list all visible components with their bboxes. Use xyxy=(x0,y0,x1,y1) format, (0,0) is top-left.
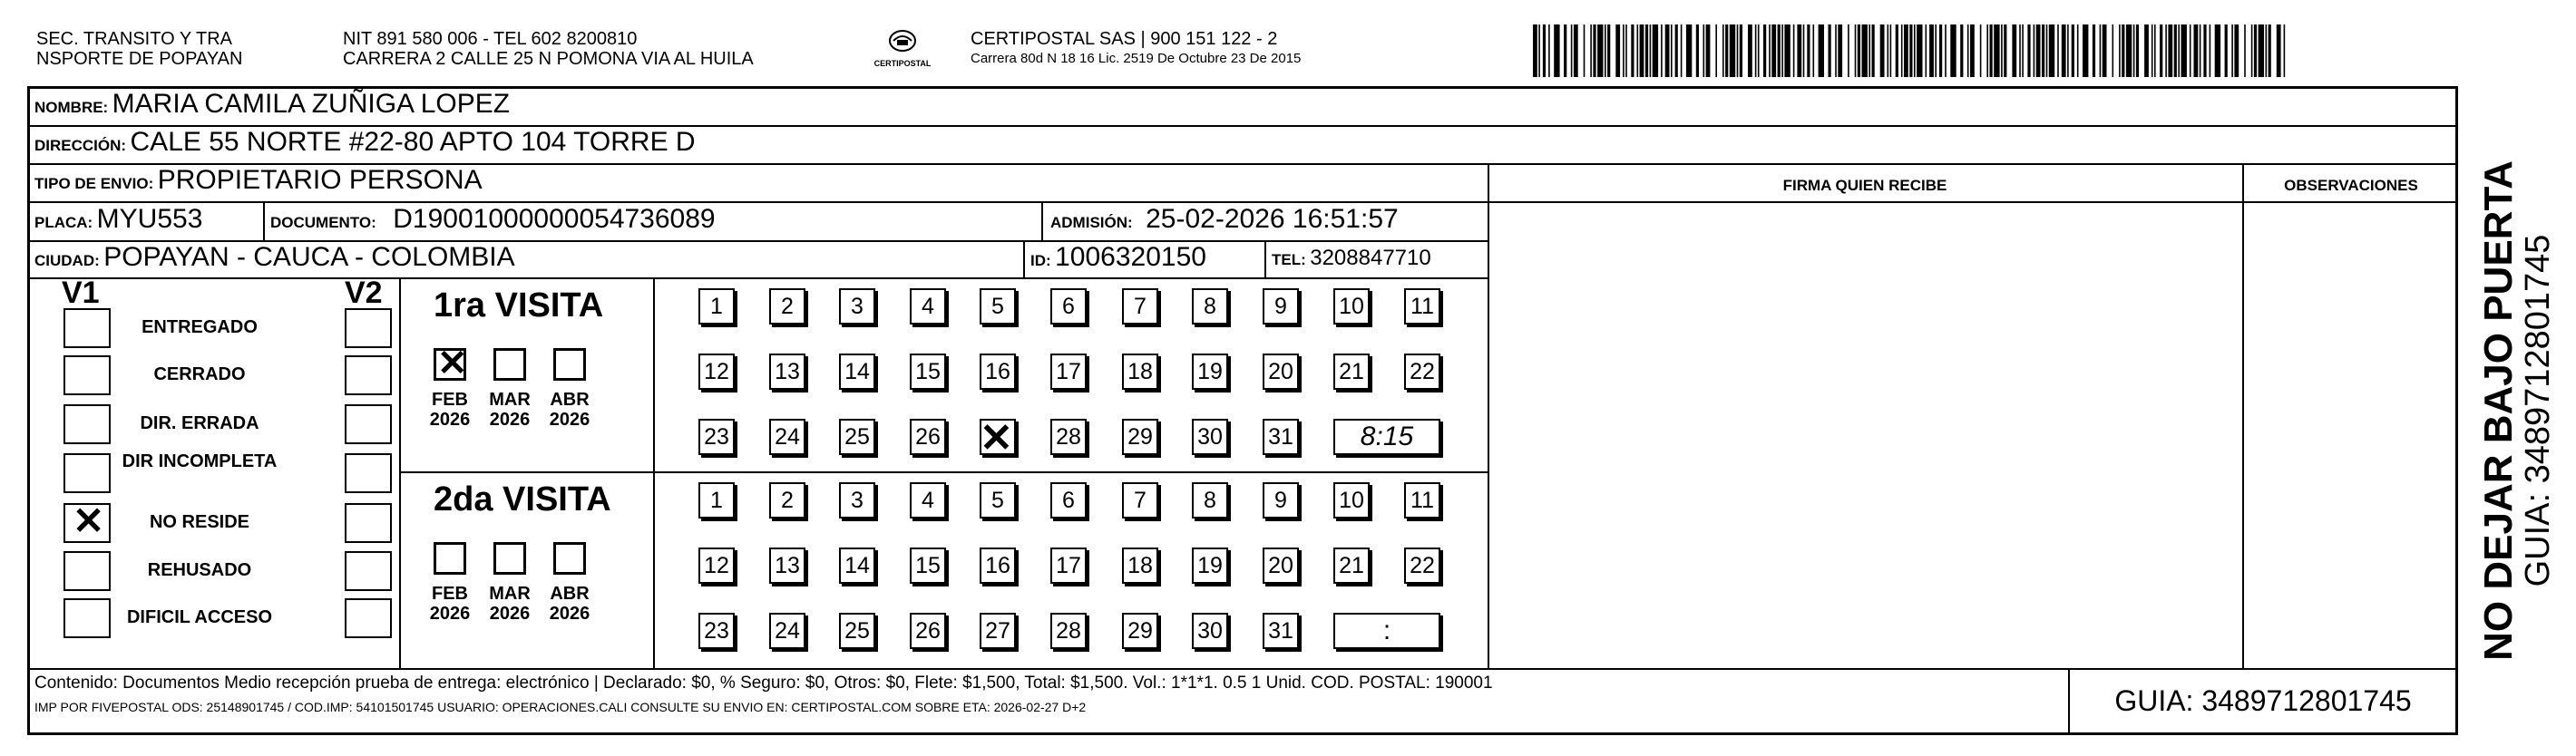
barcode-bar xyxy=(1758,24,1760,77)
day-box[interactable]: 21 xyxy=(1333,548,1370,584)
day-box[interactable]: 13 xyxy=(769,548,805,584)
barcode-bar xyxy=(1625,24,1627,77)
day-box[interactable]: 11 xyxy=(1404,482,1440,519)
barcode-bar xyxy=(1740,24,1742,77)
barcode-bar xyxy=(2168,24,2172,77)
barcode-bar xyxy=(2152,24,2153,77)
month-checkbox[interactable] xyxy=(553,348,586,381)
barcode-bar xyxy=(2113,24,2114,77)
status-label: DIR INCOMPLETA xyxy=(122,451,278,471)
barcode-bar xyxy=(1990,24,1993,77)
col-divider xyxy=(653,277,655,668)
barcode-bar xyxy=(2136,24,2139,77)
barcode-bar xyxy=(2160,24,2162,77)
barcode-bar xyxy=(1917,24,1922,77)
barcode-bar xyxy=(1653,24,1658,77)
day-box[interactable]: 31 xyxy=(1263,419,1299,455)
barcode-bar xyxy=(1748,24,1752,77)
no-dejar-warning: NO DEJAR BAJO PUERTA xyxy=(2476,160,2521,661)
day-box[interactable]: 14 xyxy=(839,354,875,390)
visit-title: 2da VISITA xyxy=(434,480,611,519)
visit-title: 1ra VISITA xyxy=(434,286,604,325)
barcode-bar xyxy=(1778,24,1781,77)
checkmark-icon: ✕ xyxy=(980,416,1013,460)
day-box[interactable]: 26 xyxy=(910,613,946,649)
day-box[interactable]: 4 xyxy=(910,288,946,325)
barcode-bar xyxy=(2259,24,2264,77)
day-box[interactable]: 29 xyxy=(1122,419,1158,455)
status-label: ENTREGADO xyxy=(141,317,258,337)
footer-divider xyxy=(27,668,2458,670)
barcode-bar xyxy=(2119,24,2121,77)
barcode-bars xyxy=(1533,24,2286,77)
barcode-bar xyxy=(2178,24,2180,77)
barcode-bar xyxy=(1543,24,1546,77)
time-field[interactable]: 8:15 xyxy=(1333,419,1440,455)
month-label: FEB 2026 xyxy=(429,584,471,624)
footer-contenido: Contenido: Documentos Medio recepción prueba de entrega: electrónico | Declarado: $0, % Seguro: $0, Otros: $0, Flete: $1,500, Total: $1,500. Vol.: 1*1*1. 0.5 1 Unid. COD. POSTAL: 190001 xyxy=(34,674,1493,693)
barcode-bar xyxy=(1986,24,1988,77)
barcode-bar xyxy=(2034,24,2035,77)
barcode-bar xyxy=(2042,24,2044,77)
barcode-bar xyxy=(1926,24,1927,77)
barcode-bar xyxy=(2203,24,2206,77)
barcode-bar xyxy=(2057,24,2059,77)
sender-name: SEC. TRANSITO Y TRA NSPORTE DE POPAYAN xyxy=(36,29,243,69)
day-box[interactable]: 5 xyxy=(980,482,1016,519)
barcode-bar xyxy=(2019,24,2021,77)
barcode-bar xyxy=(1819,24,1824,77)
day-box[interactable]: 8 xyxy=(1192,482,1228,519)
visit-divider xyxy=(399,471,1488,473)
checkmark-icon: ✕ xyxy=(73,499,105,542)
tel-cell: TEL: 3208847710 xyxy=(1272,246,1431,270)
barcode-bar xyxy=(1797,24,1801,77)
barcode-bar xyxy=(1597,24,1603,77)
barcode-bar xyxy=(1935,24,1937,77)
barcode-bar xyxy=(1896,24,1898,77)
v2-header: V2 xyxy=(345,276,383,310)
observaciones-header: OBSERVACIONES xyxy=(2284,177,2418,194)
barcode-bar xyxy=(1686,24,1692,77)
barcode-bar xyxy=(1869,24,1870,77)
barcode xyxy=(1533,24,2286,77)
barcode-bar xyxy=(1574,24,1578,77)
barcode-bar xyxy=(2133,24,2135,77)
barcode-bar xyxy=(2122,24,2124,77)
barcode-bar xyxy=(1858,24,1860,77)
day-box[interactable]: 9 xyxy=(1263,482,1299,519)
barcode-bar xyxy=(1590,24,1592,77)
day-box[interactable]: 25 xyxy=(839,613,875,649)
day-box[interactable]: 22 xyxy=(1404,354,1440,390)
barcode-bar xyxy=(1637,24,1639,77)
barcode-bar xyxy=(2004,24,2006,77)
placa-cell: PLACA: MYU553 xyxy=(34,204,203,234)
day-box[interactable]: 28 xyxy=(1050,613,1087,649)
barcode-bar xyxy=(2269,24,2271,77)
day-box[interactable]: 10 xyxy=(1333,482,1370,519)
barcode-bar xyxy=(1605,24,1606,77)
barcode-bar xyxy=(1571,24,1573,77)
ciudad-cell: CIUDAD: POPAYAN - CAUCA - COLOMBIA xyxy=(34,242,515,272)
col-divider xyxy=(263,201,265,240)
barcode-bar xyxy=(1967,24,1969,77)
barcode-bar xyxy=(1640,24,1644,77)
barcode-bar xyxy=(1533,24,1537,77)
col-divider xyxy=(2242,163,2244,668)
day-box[interactable]: 24 xyxy=(769,613,805,649)
barcode-bar xyxy=(1671,24,1673,77)
barcode-bar xyxy=(1737,24,1739,77)
day-box[interactable]: 30 xyxy=(1192,613,1228,649)
v1-header: V1 xyxy=(62,276,100,310)
barcode-bar xyxy=(1715,24,1717,77)
barcode-bar xyxy=(1994,24,1999,77)
barcode-bar xyxy=(1880,24,1885,77)
col-divider xyxy=(1488,163,1489,668)
day-box[interactable]: 15 xyxy=(910,354,946,390)
month-checkbox[interactable] xyxy=(553,542,586,575)
barcode-bar xyxy=(1914,24,1916,77)
barcode-bar xyxy=(1784,24,1790,77)
barcode-bar xyxy=(2022,24,2024,77)
barcode-bar xyxy=(1781,24,1783,77)
admision-cell: ADMISIÓN: 25-02-2026 16:51:57 xyxy=(1050,204,1399,234)
barcode-bar xyxy=(2231,24,2233,77)
barcode-bar xyxy=(1960,24,1963,77)
barcode-bar xyxy=(1888,24,1889,77)
day-box[interactable]: 18 xyxy=(1122,354,1158,390)
day-box[interactable]: 13 xyxy=(769,354,805,390)
day-box[interactable]: 26 xyxy=(910,419,946,455)
barcode-bar xyxy=(2046,24,2048,77)
barcode-bar xyxy=(2083,24,2088,77)
certipostal-logo: CERTIPOSTAL xyxy=(866,27,939,78)
month-label: FEB 2026 xyxy=(429,390,471,430)
checkmark-icon: ✕ xyxy=(437,344,468,383)
month-label: MAR 2026 xyxy=(489,584,531,624)
day-box[interactable]: 23 xyxy=(698,419,735,455)
col-divider xyxy=(1023,240,1025,277)
day-box[interactable]: 23 xyxy=(698,613,735,649)
day-box[interactable]: 3 xyxy=(839,482,875,519)
day-box[interactable]: 1 xyxy=(698,482,735,519)
nombre-row: NOMBRE: MARIA CAMILA ZUÑIGA LOPEZ xyxy=(34,89,511,119)
time-field[interactable]: : xyxy=(1333,613,1440,649)
day-box[interactable]: 8 xyxy=(1192,288,1228,325)
barcode-bar xyxy=(2093,24,2095,77)
barcode-bar xyxy=(2266,24,2268,77)
barcode-bar xyxy=(1771,24,1776,77)
barcode-bar xyxy=(1909,24,1912,77)
barcode-bar xyxy=(1615,24,1620,77)
barcode-bar xyxy=(1730,24,1735,77)
barcode-bar xyxy=(2049,24,2054,77)
barcode-bar xyxy=(2154,24,2156,77)
barcode-bar xyxy=(1548,24,1550,77)
barcode-bar xyxy=(1813,24,1815,77)
barcode-bar xyxy=(2174,24,2177,77)
barcode-bar xyxy=(2144,24,2149,77)
barcode-bar xyxy=(2036,24,2041,77)
day-box[interactable]: 9 xyxy=(1263,288,1299,325)
barcode-bar xyxy=(2254,24,2257,77)
barcode-bar xyxy=(1623,24,1625,77)
sender-info: NIT 891 580 006 - TEL 602 8200810 CARRERA 2 CALLE 25 N POMONA VIA AL HUILA xyxy=(343,29,754,69)
day-box[interactable]: 14 xyxy=(839,548,875,584)
barcode-bar xyxy=(1650,24,1652,77)
day-box[interactable]: 2 xyxy=(769,288,805,325)
barcode-bar xyxy=(1538,24,1540,77)
day-box[interactable]: 28 xyxy=(1050,419,1087,455)
barcode-bar xyxy=(1829,24,1831,77)
barcode-bar xyxy=(2210,24,2211,77)
barcode-bar xyxy=(1722,24,1724,77)
month-checkbox[interactable] xyxy=(493,542,526,575)
barcode-bar xyxy=(1584,24,1586,77)
barcode-bar xyxy=(2251,24,2253,77)
barcode-bar xyxy=(2244,24,2246,77)
side-label xyxy=(2463,86,2571,735)
barcode-bar xyxy=(1890,24,1892,77)
barcode-bar xyxy=(1793,24,1795,77)
barcode-bar xyxy=(2181,24,2187,77)
day-box[interactable]: 11 xyxy=(1404,288,1440,325)
day-box[interactable]: 2 xyxy=(769,482,805,519)
company-info: CERTIPOSTAL SAS | 900 151 122 - 2 Carrera 80d N 18 16 Lic. 2519 De Octubre 23 De 2015 xyxy=(971,29,1302,66)
day-box[interactable]: 30 xyxy=(1192,419,1228,455)
barcode-bar xyxy=(1763,24,1766,77)
barcode-bar xyxy=(1554,24,1559,77)
barcode-bar xyxy=(1675,24,1678,77)
status-label: DIFICIL ACCESO xyxy=(126,607,272,627)
direccion-row: DIRECCIÓN: CALE 55 NORTE #22-80 APTO 104 TORRE D xyxy=(34,127,696,157)
barcode-bar xyxy=(1645,24,1648,77)
day-box[interactable]: 19 xyxy=(1192,548,1228,584)
month-label: ABR 2026 xyxy=(549,390,590,430)
barcode-bar xyxy=(1803,24,1805,77)
day-box[interactable]: 5 xyxy=(980,288,1016,325)
tipo-envio-row: TIPO DE ENVIO: PROPIETARIO PERSONA xyxy=(34,165,483,195)
barcode-bar xyxy=(1607,24,1610,77)
day-box[interactable]: 20 xyxy=(1263,548,1299,584)
barcode-bar xyxy=(2200,24,2201,77)
month-label: MAR 2026 xyxy=(489,390,531,430)
barcode-bar xyxy=(1593,24,1595,77)
barcode-bar xyxy=(1872,24,1875,77)
row-divider xyxy=(27,201,2458,203)
month-checkbox[interactable] xyxy=(434,344,468,383)
day-box[interactable]: 29 xyxy=(1122,613,1158,649)
day-box[interactable]: 6 xyxy=(1050,482,1087,519)
day-box[interactable]: 10 xyxy=(1333,288,1370,325)
day-box[interactable]: 18 xyxy=(1122,548,1158,584)
barcode-bar xyxy=(2100,24,2102,77)
barcode-bar xyxy=(2277,24,2281,77)
day-box[interactable]: 17 xyxy=(1050,548,1087,584)
direccion-value: CALE 55 NORTE #22-80 APTO 104 TORRE D xyxy=(130,127,696,157)
barcode-bar xyxy=(1706,24,1711,77)
barcode-bar xyxy=(2077,24,2079,77)
barcode-bar xyxy=(2103,24,2107,77)
barcode-bar xyxy=(1681,24,1683,77)
barcode-bar xyxy=(2225,24,2228,77)
barcode-bar xyxy=(2012,24,2016,77)
barcode-bar xyxy=(1696,24,1699,77)
status-label: DIR. ERRADA xyxy=(140,413,259,433)
day-box[interactable]: 4 xyxy=(910,482,946,519)
barcode-bar xyxy=(1929,24,1934,77)
nombre-value: MARIA CAMILA ZUÑIGA LOPEZ xyxy=(112,89,511,119)
status-label: CERRADO xyxy=(153,364,246,384)
day-box[interactable] xyxy=(980,416,1016,460)
day-box[interactable]: 3 xyxy=(839,288,875,325)
barcode-bar xyxy=(1980,24,1982,77)
day-box[interactable]: 31 xyxy=(1263,613,1299,649)
day-box[interactable]: 16 xyxy=(980,354,1016,390)
barcode-bar xyxy=(2165,24,2167,77)
day-box[interactable]: 19 xyxy=(1192,354,1228,390)
day-box[interactable]: 27 xyxy=(980,613,1016,649)
day-box[interactable]: 22 xyxy=(1404,548,1440,584)
day-box[interactable]: 12 xyxy=(698,548,735,584)
barcode-bar xyxy=(1835,24,1837,77)
day-box[interactable]: 6 xyxy=(1050,288,1087,325)
barcode-bar xyxy=(1950,24,1956,77)
barcode-bar xyxy=(2190,24,2191,77)
barcode-bar xyxy=(2126,24,2132,77)
barcode-bar xyxy=(1631,24,1634,77)
col-divider xyxy=(399,277,401,668)
barcode-bar xyxy=(1661,24,1663,77)
barcode-bar xyxy=(1848,24,1849,77)
day-box[interactable]: 7 xyxy=(1122,482,1158,519)
barcode-bar xyxy=(2072,24,2074,77)
barcode-bar xyxy=(1665,24,1670,77)
col-divider xyxy=(1264,240,1266,277)
id-cell: ID: 1006320150 xyxy=(1030,242,1206,272)
footer-imp: IMP POR FIVEPOSTAL ODS: 25148901745 / COD.IMP: 54101501745 USUARIO: OPERACIONES.CALI CONSULTE SU ENVIO EN: CERTIPOSTAL.COM SOBRE ETA: 2026-02-27 D+2 xyxy=(34,700,1087,714)
day-box[interactable]: 16 xyxy=(980,548,1016,584)
barcode-bar xyxy=(2067,24,2069,77)
side-guia: GUIA: 3489712801745 xyxy=(2519,234,2557,587)
barcode-bar xyxy=(1901,24,1903,77)
footer-guia: GUIA: 3489712801745 xyxy=(2114,684,2412,717)
barcode-bar xyxy=(1725,24,1728,77)
barcode-bar xyxy=(2194,24,2199,77)
barcode-bar xyxy=(1769,24,1771,77)
day-box[interactable]: 7 xyxy=(1122,288,1158,325)
documento-cell: DOCUMENTO: D19001000000054736089 xyxy=(270,204,716,234)
barcode-bar xyxy=(2215,24,2220,77)
day-box[interactable]: 24 xyxy=(769,419,805,455)
day-box[interactable]: 17 xyxy=(1050,354,1087,390)
col-divider xyxy=(1041,201,1043,240)
barcode-bar xyxy=(2062,24,2066,77)
barcode-bar xyxy=(2027,24,2030,77)
barcode-bar xyxy=(1564,24,1566,77)
status-label: NO RESIDE xyxy=(149,512,250,532)
barcode-bar xyxy=(1703,24,1705,77)
barcode-bar xyxy=(1970,24,1975,77)
row-divider xyxy=(27,277,1488,279)
barcode-bar xyxy=(2001,24,2003,77)
day-box[interactable]: 15 xyxy=(910,548,946,584)
tipo-envio-value: PROPIETARIO PERSONA xyxy=(157,165,483,195)
barcode-bar xyxy=(1862,24,1868,77)
barcode-bar xyxy=(1904,24,1908,77)
month-checkbox[interactable] xyxy=(493,348,526,381)
status-label: REHUSADO xyxy=(147,560,252,580)
day-box[interactable]: 12 xyxy=(698,354,735,390)
barcode-bar xyxy=(1838,24,1842,77)
barcode-bar xyxy=(1939,24,1942,77)
logo-icon xyxy=(884,27,921,54)
barcode-bar xyxy=(2234,24,2239,77)
barcode-bar xyxy=(1807,24,1810,77)
day-box[interactable]: 21 xyxy=(1333,354,1370,390)
day-box[interactable]: 20 xyxy=(1263,354,1299,390)
day-box[interactable]: 1 xyxy=(698,288,735,325)
month-label: ABR 2026 xyxy=(549,584,590,624)
day-box[interactable]: 25 xyxy=(839,419,875,455)
barcode-bar xyxy=(2284,24,2286,77)
barcode-bar xyxy=(1945,24,1947,77)
barcode-bar xyxy=(1855,24,1857,77)
barcode-bar xyxy=(1755,24,1757,77)
firma-header: FIRMA QUIEN RECIBE xyxy=(1782,177,1947,194)
month-checkbox[interactable] xyxy=(434,542,466,575)
